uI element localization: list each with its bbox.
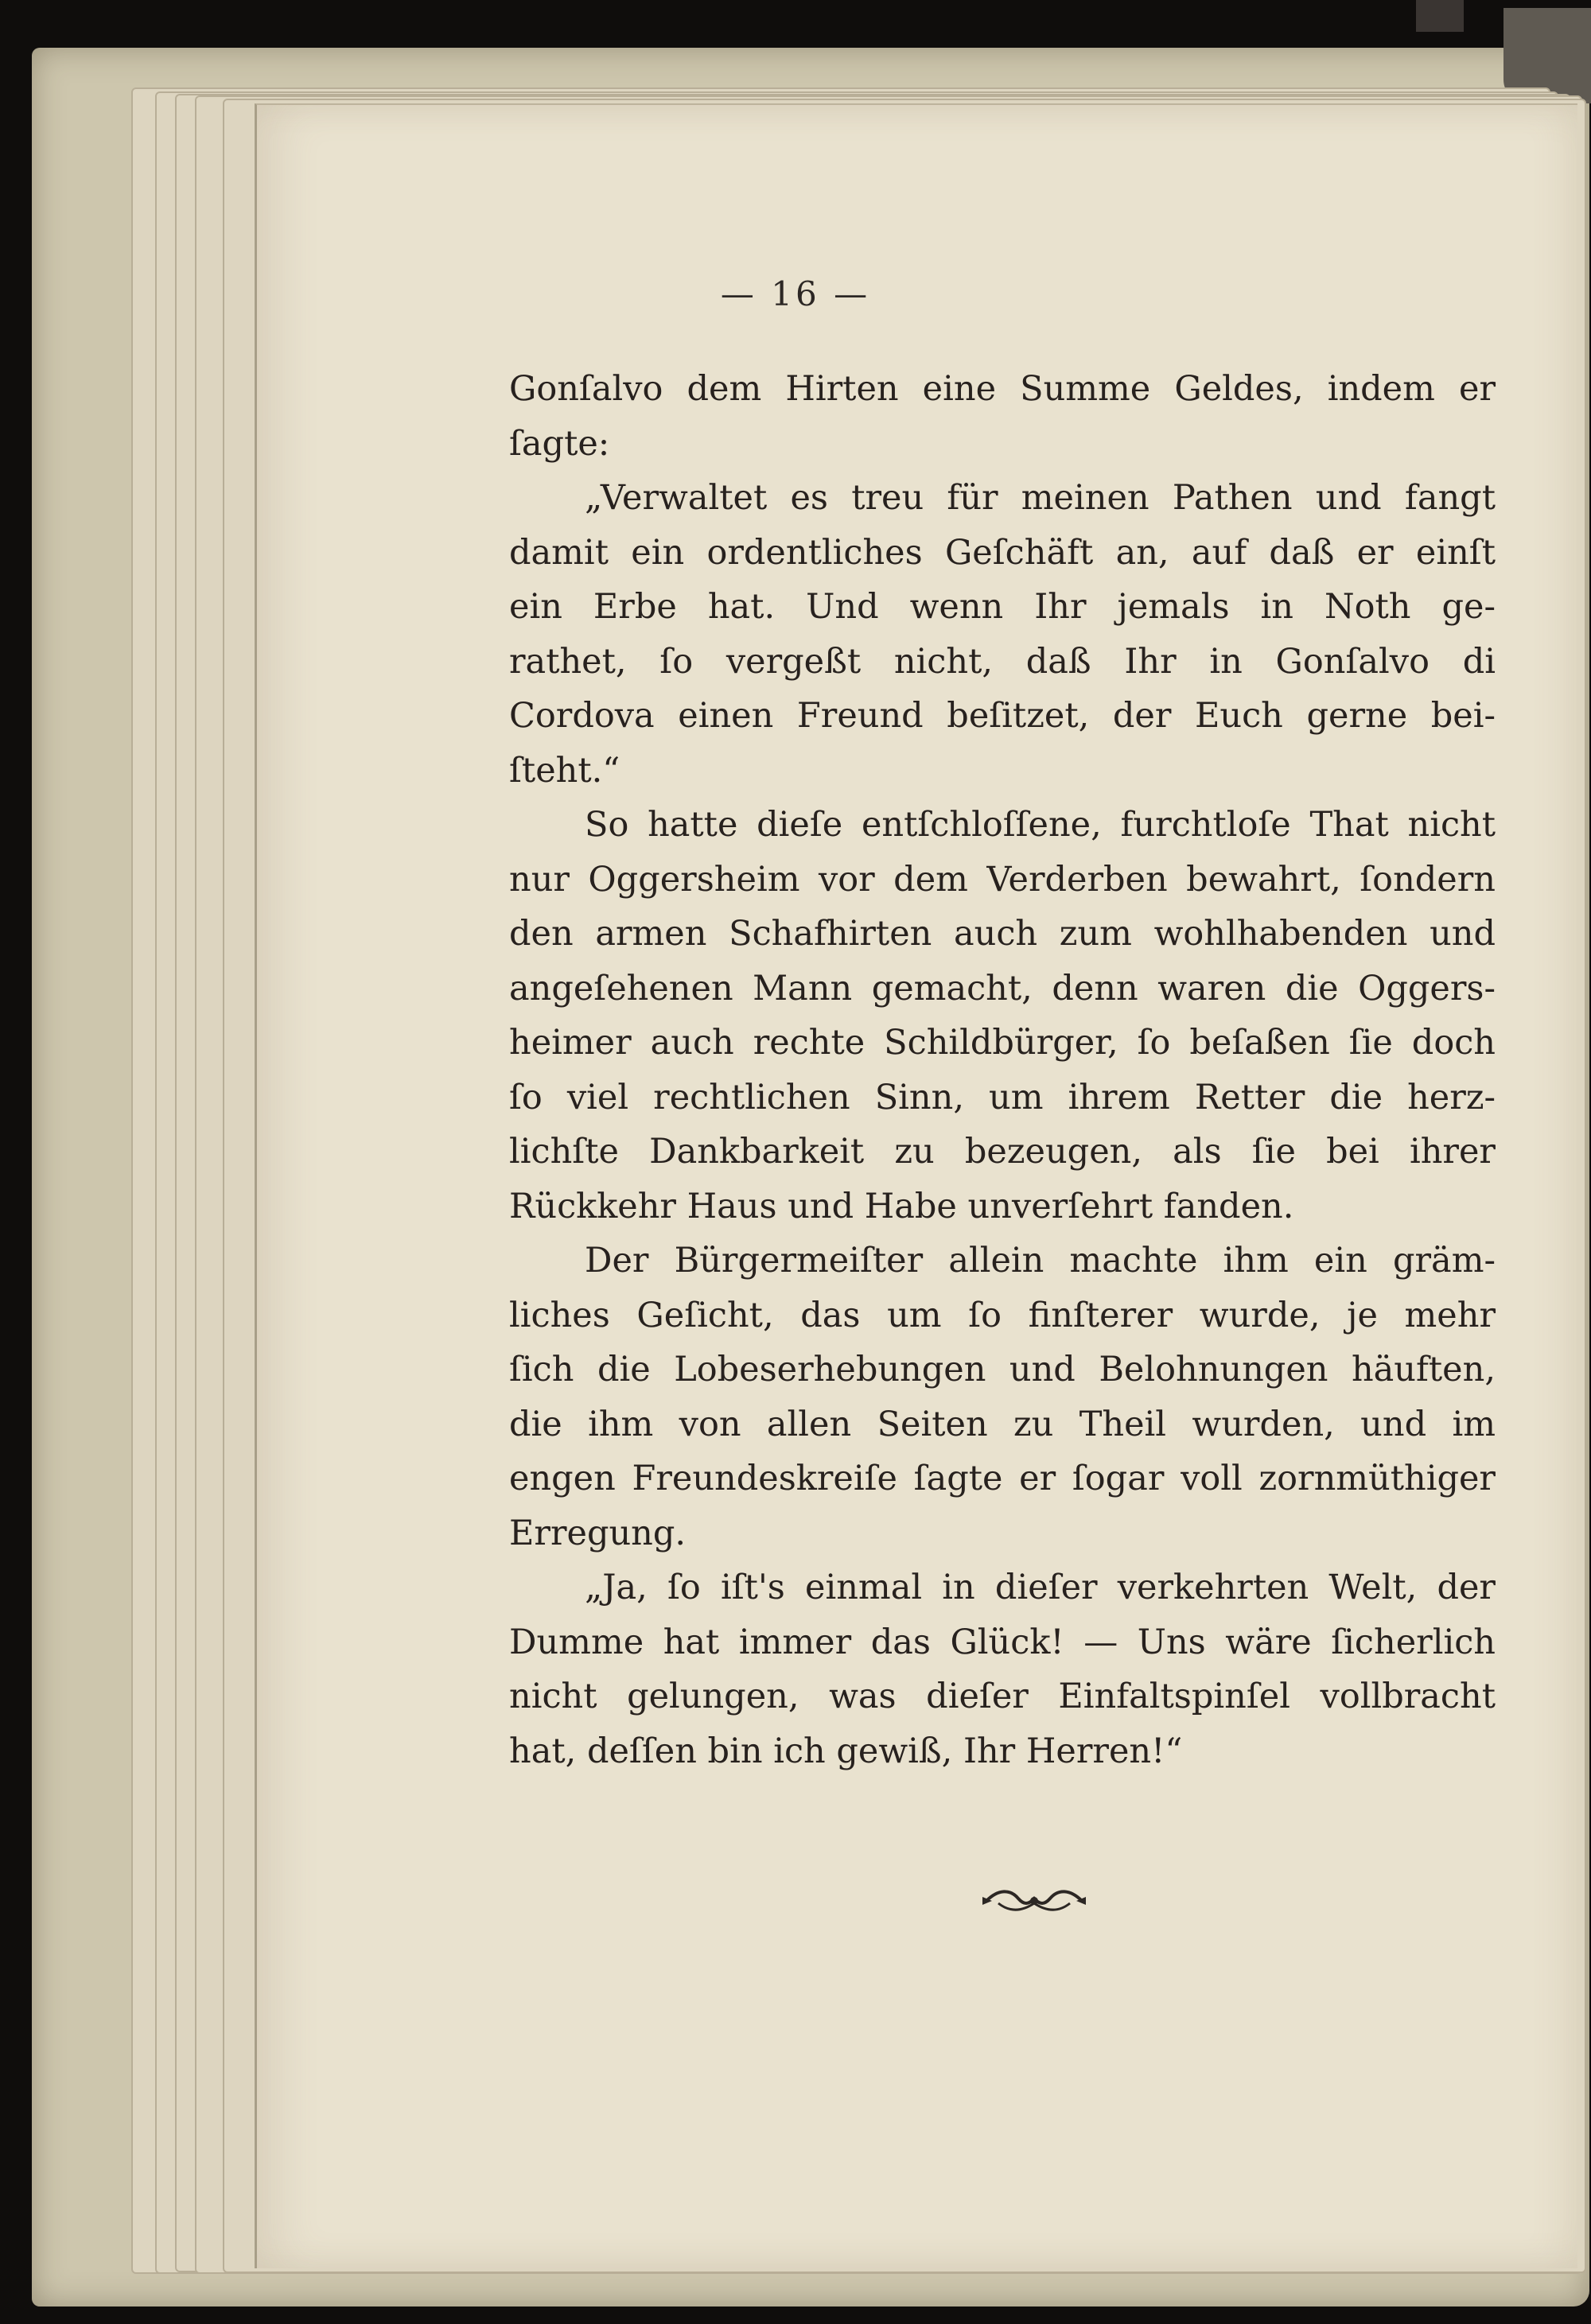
text-line: ſo viel rechtlichen Sinn, um ihrem Retter die herz- [509, 1077, 1496, 1117]
page-number: — 16 — [720, 274, 871, 313]
text-line: engen Freundeskreiſe ſagte er ſogar voll zornmüthiger [509, 1459, 1496, 1498]
paragraph [509, 798, 1496, 1234]
paragraph [509, 1560, 1496, 1778]
text-line: Der Bürgermeiſter allein machte ihm ein gräm- [585, 1241, 1496, 1281]
text-line: nur Oggersheim vor dem Verderben bewahrt, ſondern [509, 859, 1496, 900]
text-line: „Verwaltet es treu für meinen Pathen und fangt [585, 478, 1496, 518]
text-line: Rückkehr Haus und Habe unverſehrt fanden. [509, 1186, 1294, 1226]
body-text [509, 362, 1496, 1778]
text-line: heimer auch rechte Schildbürger, ſo beſaßen ſie doch [509, 1023, 1496, 1063]
text-line: ein Erbe hat. Und wenn Ihr jemals in Noth ge- [509, 587, 1496, 627]
ornament-flourish-icon [982, 1881, 1086, 1921]
text-line: So hatte dieſe entſchloſſene, furchtloſe That nicht [585, 805, 1496, 845]
text-line: Cordova einen Freund beſitzet, der Euch gerne bei- [509, 696, 1496, 736]
text-line: den armen Schafhirten auch zum wohlhabenden und [509, 914, 1496, 954]
text-line: liches Geſicht, das um ſo finſterer wurde, je mehr [509, 1295, 1496, 1335]
paragraph [509, 1234, 1496, 1560]
text-line: angeſehenen Mann gemacht, denn waren die Oggers- [509, 968, 1496, 1008]
text-line: damit ein ordentliches Geſchäft an, auf daß er einſt [509, 532, 1496, 573]
text-line: Dumme hat immer das Glück! — Uns wäre ſicherlich [509, 1622, 1496, 1662]
text-line: Erregung. [509, 1513, 687, 1553]
text-line: ſich die Lobeserhebungen und Belohnungen häuften, [509, 1350, 1496, 1389]
text-line: ſagte: [509, 423, 610, 464]
text-line: ſteht.“ [509, 750, 620, 791]
text-line: lichſte Dankbarkeit zu bezeugen, als ſie bei ihrer [509, 1132, 1496, 1172]
paragraph [509, 362, 1496, 471]
text-line: die ihm von allen Seiten zu Theil wurden, und im [509, 1404, 1496, 1444]
corner-shadow [1416, 0, 1464, 32]
text-line: „Ja, ſo iſt's einmal in dieſer verkehrten Welt, der [585, 1568, 1496, 1607]
paragraph [509, 471, 1496, 798]
text-line: Gonſalvo dem Hirten eine Summe Geldes, indem er [509, 369, 1496, 409]
text-line: nicht gelungen, was dieſer Einfaltspinſel vollbracht [509, 1677, 1496, 1716]
text-line: rathet, ſo vergeßt nicht, daß Ihr in Gonſalvo di [509, 641, 1496, 682]
text-line: hat, deſſen bin ich gewiß, Ihr Herren!“ [509, 1731, 1183, 1771]
